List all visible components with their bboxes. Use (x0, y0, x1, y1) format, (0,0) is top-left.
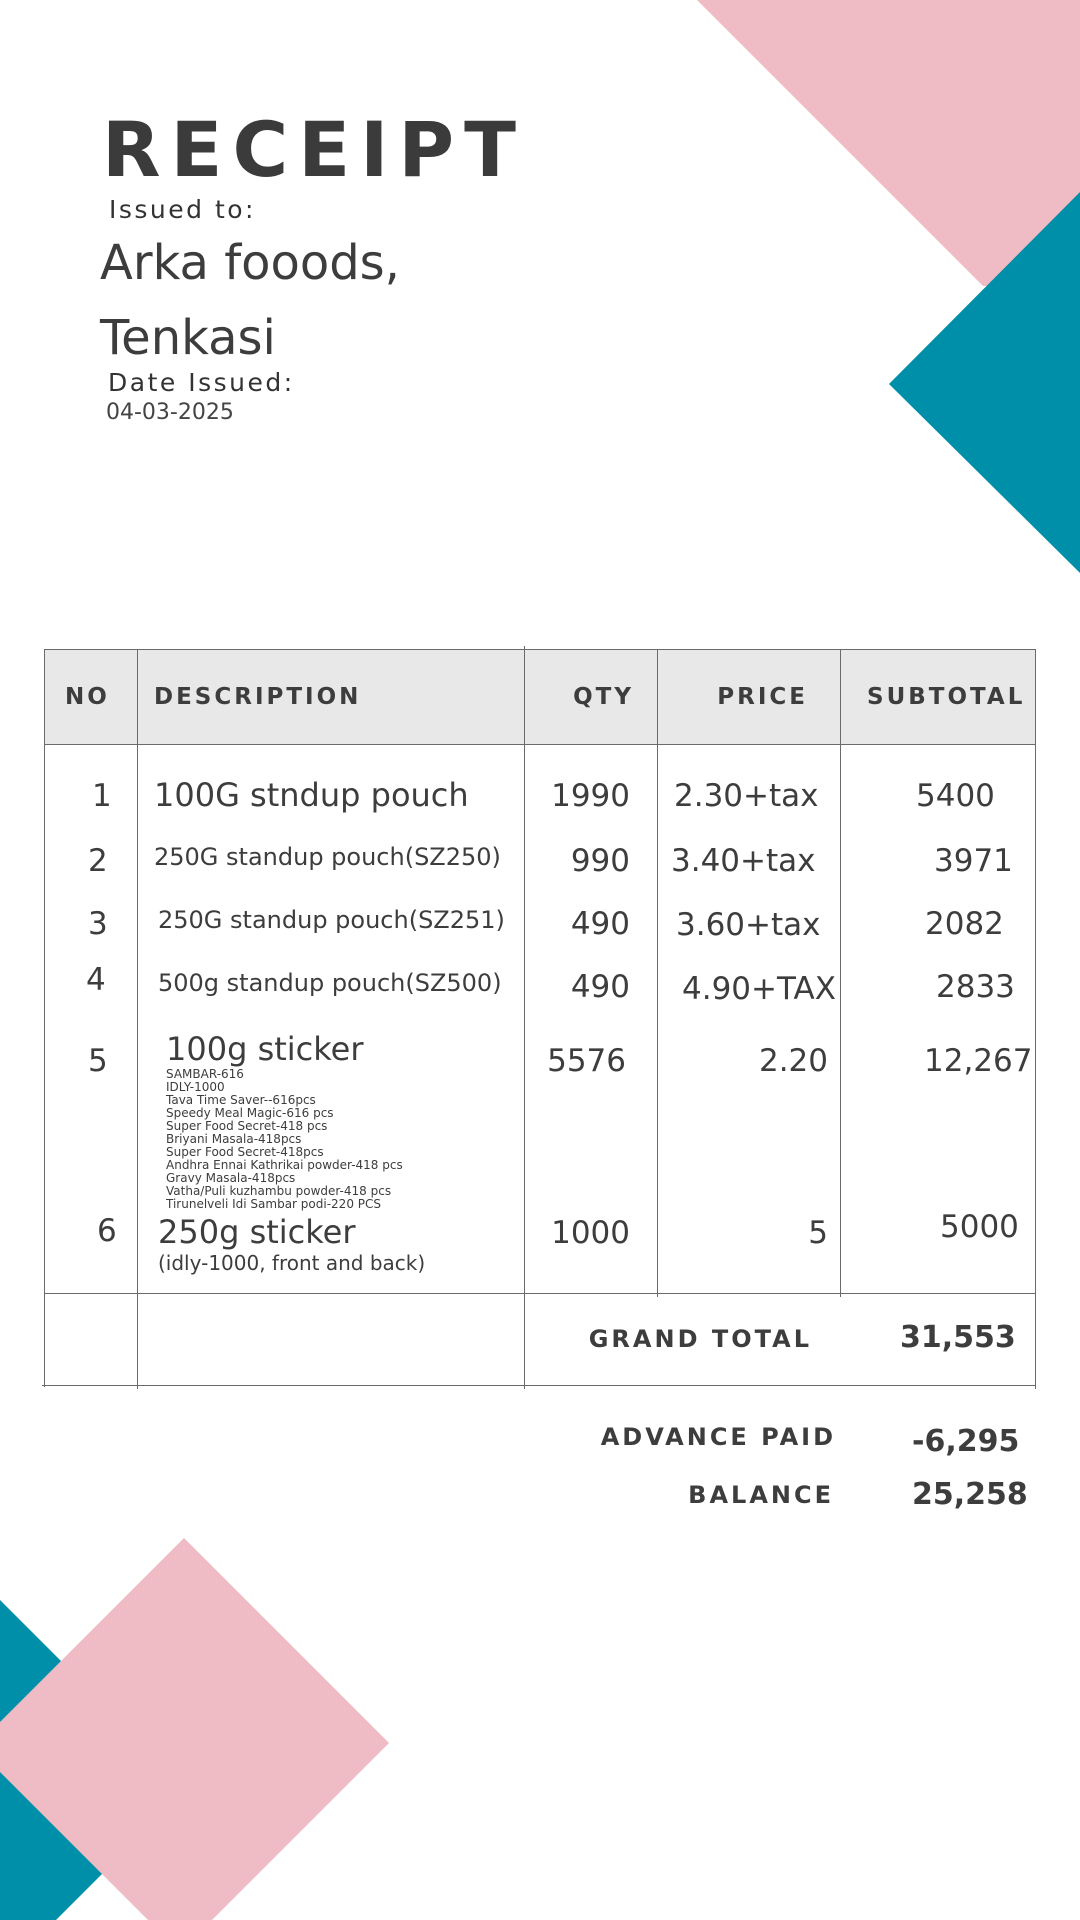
column-divider-price (840, 649, 841, 1297)
issued-to-label: Issued to: (109, 195, 256, 224)
row-4-price: 4.90+TAX (682, 971, 836, 1007)
customer-name: Arka fooods, (100, 235, 400, 291)
list-item: Briyani Masala-418pcs (166, 1132, 302, 1146)
header-subtotal: SUBTOTAL (867, 684, 1026, 710)
row-1-no: 1 (92, 778, 112, 814)
row-1-qty: 1990 (551, 778, 630, 814)
header-qty: QTY (573, 684, 634, 710)
list-item: Super Food Secret-418 pcs (166, 1119, 328, 1133)
row-1-subtotal: 5400 (916, 778, 995, 814)
row-4-description: 500g standup pouch(SZ500) (158, 969, 502, 997)
balance-value: 25,258 (912, 1477, 1028, 1512)
row-2-price: 3.40+tax (671, 843, 816, 879)
row-6-price: 5 (808, 1215, 828, 1251)
table-header-bottom-border (44, 744, 1036, 745)
advance-paid-value: -6,295 (912, 1424, 1020, 1459)
column-divider-description (524, 646, 525, 1389)
row-6-note: (idly-1000, front and back) (158, 1251, 426, 1275)
row-3-price: 3.60+tax (676, 907, 821, 943)
receipt-title: RECEIPT (102, 105, 526, 194)
row-6-no: 6 (97, 1213, 117, 1249)
table-items-bottom-border (44, 1293, 1036, 1294)
list-item: IDLY-1000 (166, 1080, 225, 1094)
row-3-qty: 490 (570, 906, 630, 942)
row-3-no: 3 (88, 906, 108, 942)
table-top-border (44, 649, 1036, 650)
header-price: PRICE (717, 684, 808, 710)
row-3-subtotal: 2082 (925, 906, 1004, 942)
row-6-subtotal: 5000 (940, 1209, 1019, 1245)
column-divider-no (137, 649, 138, 1389)
row-5-sub-items (166, 1068, 403, 1211)
row-1-price: 2.30+tax (674, 778, 819, 814)
row-5-qty: 5576 (547, 1043, 626, 1079)
row-4-subtotal: 2833 (936, 969, 1015, 1005)
list-item: Tava Time Saver--616pcs (166, 1093, 316, 1107)
header-description: DESCRIPTION (154, 684, 362, 710)
table-left-border (44, 649, 45, 1387)
row-5-description: 100g sticker (166, 1030, 364, 1068)
list-item: Andhra Ennai Kathrikai powder-418 pcs (166, 1158, 403, 1172)
list-item: Speedy Meal Magic-616 pcs (166, 1106, 334, 1120)
list-item: Vatha/Puli kuzhambu powder-418 pcs (166, 1184, 392, 1198)
row-2-subtotal: 3971 (934, 843, 1013, 879)
table-bottom-border (42, 1385, 1036, 1386)
list-item: Tirunelveli Idi Sambar podi-220 PCS (166, 1197, 381, 1211)
row-6-qty: 1000 (551, 1215, 630, 1251)
row-1-description: 100G stndup pouch (154, 776, 469, 814)
header-no: NO (65, 684, 110, 710)
list-item: Super Food Secret-418pcs (166, 1145, 324, 1159)
row-2-no: 2 (88, 843, 108, 879)
row-4-qty: 490 (570, 969, 630, 1005)
row-3-description: 250G standup pouch(SZ251) (158, 906, 505, 934)
row-2-qty: 990 (570, 843, 630, 879)
list-item: SAMBAR-616 (166, 1067, 244, 1081)
row-5-no: 5 (88, 1043, 108, 1079)
row-5-price: 2.20 (758, 1043, 828, 1079)
list-item: Gravy Masala-418pcs (166, 1171, 296, 1185)
row-5-subtotal: 12,267 (924, 1043, 1033, 1079)
row-2-description: 250G standup pouch(SZ250) (154, 843, 501, 871)
row-6-description: 250g sticker (158, 1213, 356, 1251)
advance-paid-label: ADVANCE PAID (600, 1423, 836, 1451)
grand-total-value: 31,553 (900, 1320, 1016, 1355)
grand-total-label: GRAND TOTAL (588, 1325, 812, 1353)
date-issued-value: 04-03-2025 (106, 400, 234, 425)
balance-label: BALANCE (688, 1481, 834, 1509)
table-right-border (1035, 649, 1036, 1389)
column-divider-qty (657, 649, 658, 1297)
row-4-no: 4 (86, 962, 106, 998)
customer-location: Tenkasi (100, 310, 276, 366)
date-issued-label: Date Issued: (108, 368, 295, 397)
